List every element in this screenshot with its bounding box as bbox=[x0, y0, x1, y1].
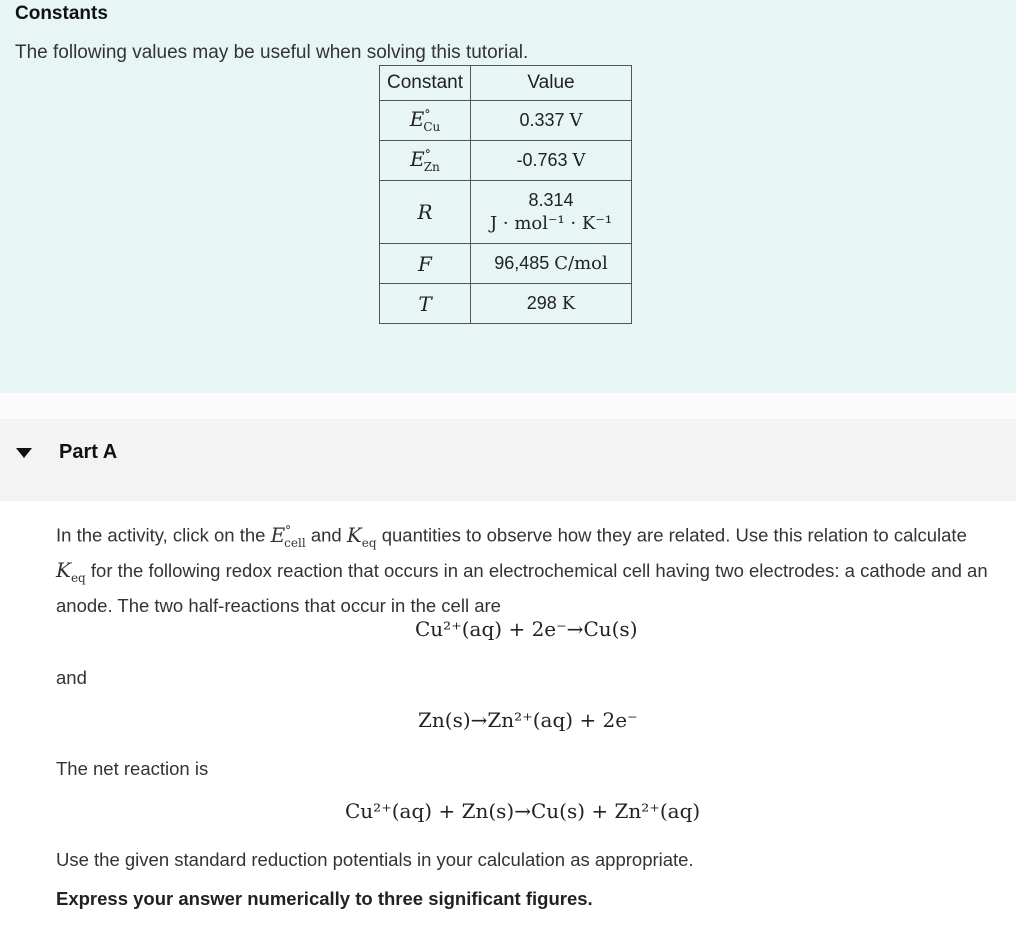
instruction-text: Use the given standard reduction potentials in your calculation as appropriate. bbox=[56, 849, 694, 870]
ecell-quantity[interactable]: $E^\circ_{cell}$ bbox=[270, 522, 306, 550]
keq-quantity[interactable]: $K_{eq}$ bbox=[346, 522, 377, 550]
table-row bbox=[380, 141, 632, 181]
constant-symbol-f: F bbox=[380, 244, 471, 284]
collapse-caret-icon[interactable] bbox=[16, 448, 32, 458]
part-a-header[interactable] bbox=[0, 419, 1016, 501]
answer-format: Express your answer numerically to three significant figures. bbox=[56, 888, 593, 909]
constant-symbol-ecu: $E^\circ_{Cu}$ bbox=[380, 101, 471, 141]
table-row bbox=[380, 101, 632, 141]
net-reaction: Cu²⁺(aq) + Zn(s)→Cu(s) + Zn²⁺(aq) bbox=[345, 799, 701, 823]
constants-table bbox=[379, 65, 632, 324]
problem-statement: In the activity, click on the $E^\circ_{cell}$ and $K_{eq}$ quantities to observe how they are related. Use this relation to calculate $K_{eq}$ for the following redox reaction that occurs in an electrochemical cell having two electrodes: a cathode and an anode. The two half-reactions that occur in the cell are bbox=[56, 522, 988, 616]
table-row bbox=[380, 284, 632, 324]
constants-title: Constants bbox=[15, 3, 108, 24]
and-label: and bbox=[56, 667, 87, 688]
table-header-row bbox=[380, 66, 632, 101]
table-row bbox=[380, 244, 632, 284]
constant-value-r: 8.314 J · mol⁻¹ · K⁻¹ bbox=[471, 181, 632, 244]
table-row bbox=[380, 181, 632, 244]
constant-value-ecu: 0.337 V bbox=[471, 101, 632, 141]
part-title[interactable]: Part A bbox=[59, 441, 118, 463]
net-reaction-label: The net reaction is bbox=[56, 758, 209, 779]
constants-intro: The following values may be useful when solving this tutorial. bbox=[15, 42, 529, 63]
constant-symbol-ezn: $E^\circ_{Zn}$ bbox=[380, 141, 471, 181]
header-value: Value bbox=[471, 66, 632, 101]
half-reaction-cathode: Cu²⁺(aq) + 2e⁻→Cu(s) bbox=[415, 617, 638, 641]
constants-panel bbox=[0, 0, 1016, 393]
constant-symbol-t: T bbox=[380, 284, 471, 324]
section-divider bbox=[0, 393, 1016, 419]
keq-inline: $K_{eq}$ bbox=[56, 557, 86, 585]
constant-value-ezn: -0.763 V bbox=[471, 141, 632, 181]
constant-symbol-r: R bbox=[380, 181, 471, 244]
half-reaction-anode: Zn(s)→Zn²⁺(aq) + 2e⁻ bbox=[418, 708, 638, 732]
constant-value-t: 298 K bbox=[471, 284, 632, 324]
header-constant: Constant bbox=[380, 66, 471, 101]
constant-value-f: 96,485 C/mol bbox=[471, 244, 632, 284]
